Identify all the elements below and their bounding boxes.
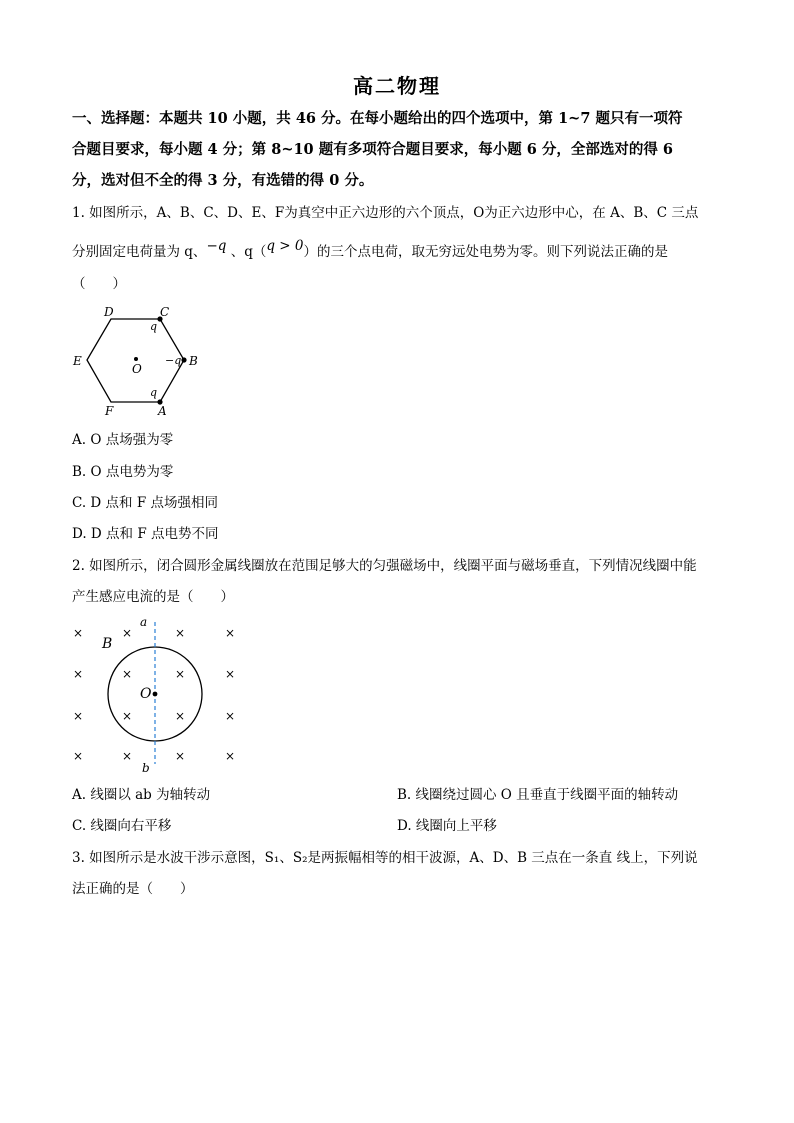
- q1-option-d: D. D 点和 F 点电势不同: [72, 526, 219, 542]
- q1-paren: （ ）: [72, 276, 126, 292]
- q2-stem-line-2: 产生感应电流的是（ ）: [72, 589, 234, 605]
- field-cross: ×: [122, 709, 133, 723]
- field-cross: ×: [175, 709, 186, 723]
- field-cross: ×: [225, 749, 236, 763]
- section-instructions-line-3: 分，选对但不全的得 3 分，有选错的得 0 分。: [72, 172, 374, 189]
- label-f: F: [105, 404, 114, 418]
- q1-stem-line-1: 1. 如图所示，A、B、C、D、E、F为真空中正六边形的六个顶点，O为正六边形中心，在 A、B、C 三点: [72, 205, 699, 221]
- page-title: 高二物理: [353, 74, 441, 98]
- q2-option-c: C. 线圈向右平移: [72, 818, 172, 834]
- field-cross: ×: [122, 749, 133, 763]
- q2-option-a: A. 线圈以 ab 为轴转动: [72, 787, 211, 803]
- field-cross: ×: [175, 626, 186, 640]
- q2-option-d: D. 线圈向上平移: [397, 818, 497, 834]
- label-field-b: B: [102, 636, 113, 652]
- label-c: C: [160, 305, 170, 319]
- q1-condition: q > 0: [266, 238, 304, 254]
- q1-option-a: A. O 点场强为零: [72, 432, 174, 448]
- q1-charge-neg: −q: [206, 238, 227, 254]
- label-a: a: [140, 615, 148, 629]
- label-d: D: [104, 305, 114, 319]
- center-dot-o: [153, 692, 158, 697]
- label-b: b: [142, 761, 150, 775]
- field-cross: ×: [73, 749, 84, 763]
- field-cross: ×: [122, 667, 133, 681]
- q1-stem-line-2c: 、q（: [226, 244, 267, 260]
- label-charge-b: −q: [165, 354, 182, 367]
- q1-option-b: B. O 点电势为零: [72, 464, 174, 480]
- q2-option-b: B. 线圈绕过圆心 O 且垂直于线圈平面的轴转动: [397, 787, 679, 803]
- field-cross: ×: [73, 626, 84, 640]
- label-e: E: [73, 354, 82, 368]
- q1-stem-line-2: [72, 238, 668, 262]
- q1-stem-line-2a: 分别固定电荷量为 q、: [72, 244, 207, 260]
- q2-magnetic-field-figure: [65, 612, 255, 777]
- q1-stem-line-2e: ）的三个点电荷，取无穷远处电势为零。则下列说法正确的是: [303, 244, 668, 260]
- label-o: O: [132, 362, 142, 376]
- field-cross: ×: [225, 626, 236, 640]
- q1-option-c: C. D 点和 F 点场强相同: [72, 495, 218, 511]
- field-cross: ×: [175, 667, 186, 681]
- q2-stem-line-1: 2. 如图所示，闭合圆形金属线圈放在范围足够大的匀强磁场中，线圈平面与磁场垂直，下列情况线圈中能: [72, 558, 697, 574]
- q3-stem-line-2: 法正确的是（ ）: [72, 881, 194, 897]
- label-o: O: [140, 686, 152, 702]
- section-instructions-line-2: 合题目要求，每小题 4 分；第 8~10 题有多项符合题目要求，每小题 6 分，全部选对的得 6: [72, 141, 674, 158]
- label-a: A: [158, 404, 167, 418]
- field-cross: ×: [225, 667, 236, 681]
- q1-hexagon-figure: [70, 300, 210, 420]
- center-dot-o: [134, 357, 138, 361]
- field-cross: ×: [73, 667, 84, 681]
- label-charge-c: q: [150, 320, 158, 333]
- section-instructions-line-1: 一、选择题：本题共 10 小题，共 46 分。在每小题给出的四个选项中，第 1~7 题只有一项符: [72, 110, 683, 127]
- charge-dot-b: [181, 357, 186, 362]
- field-cross: ×: [73, 709, 84, 723]
- field-cross: ×: [122, 626, 133, 640]
- q3-stem-line-1: 3. 如图所示是水波干涉示意图，S₁、S₂是两振幅相等的相干波源，A、D、B 三点在一条直 线上，下列说: [72, 850, 698, 866]
- field-cross: ×: [175, 749, 186, 763]
- label-b: B: [189, 354, 198, 368]
- field-cross: ×: [225, 709, 236, 723]
- label-charge-a: q: [150, 386, 158, 399]
